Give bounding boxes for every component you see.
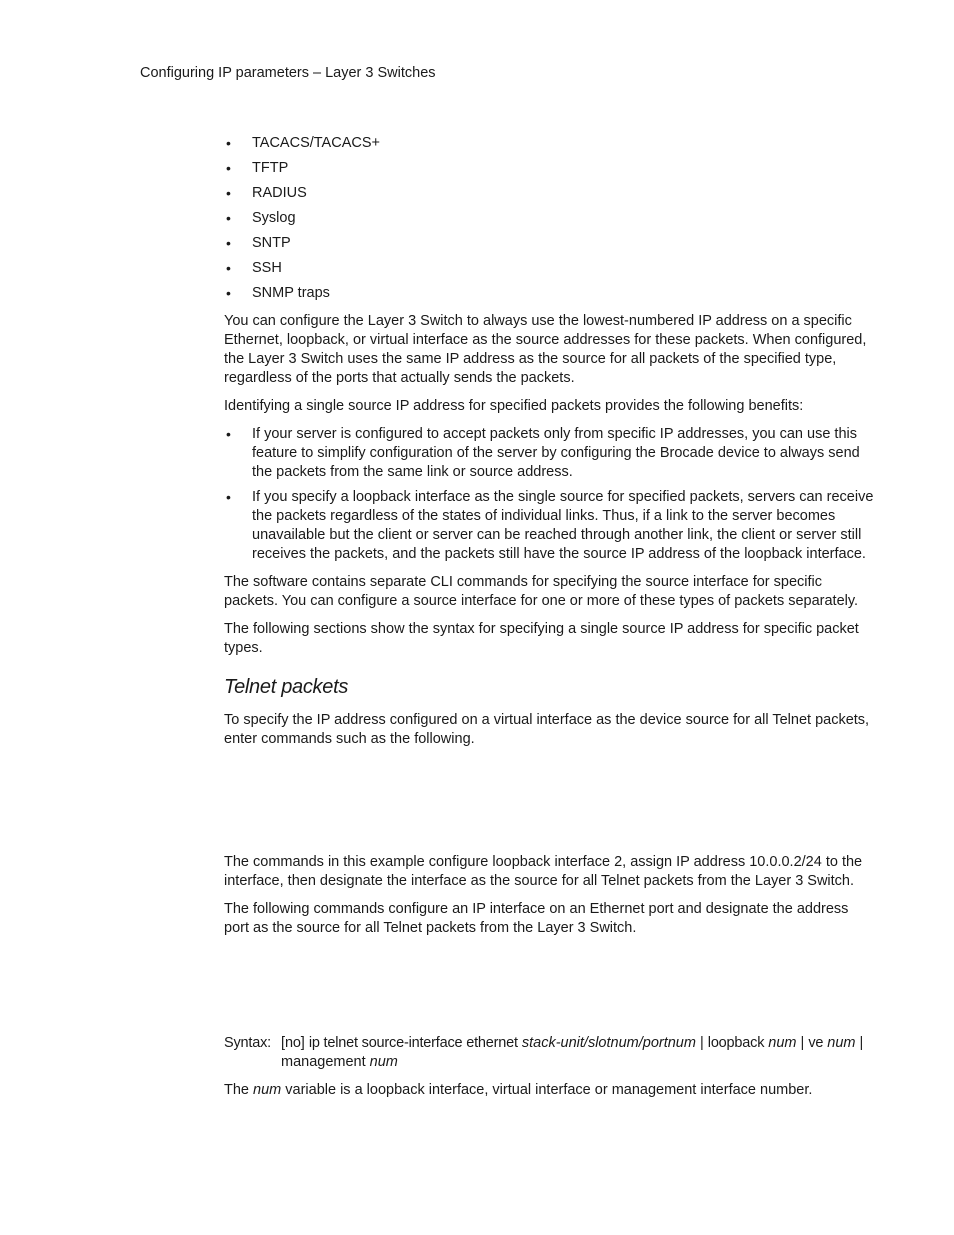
syntax-keyword: loopback	[707, 1035, 765, 1051]
code-example-area	[224, 758, 874, 853]
syntax-label: Syntax:	[224, 1035, 271, 1051]
syntax-variable: num	[768, 1035, 797, 1051]
syntax-block	[224, 1034, 874, 1072]
note-variable: num	[253, 1082, 282, 1098]
section-heading: Telnet packets	[224, 676, 349, 698]
page-content	[224, 134, 874, 1109]
paragraph: Identifying a single source IP address for specified packets provides the following benefits:	[224, 398, 804, 414]
list-item: • Syslog	[224, 209, 874, 234]
protocol-list	[224, 134, 874, 309]
syntax-bracket: ]	[300, 1035, 305, 1051]
code-example-area	[224, 947, 874, 1034]
note-text: variable is a loopback interface, virtual interface or management interface number.	[285, 1082, 813, 1098]
syntax-bracket: [	[281, 1035, 286, 1051]
list-item: • If you specify a loopback interface as the single source for specified packets, servers can receive the packets regardless of the states of individual links. Thus, if a link to the server becomes unavailable but the client or server can be reached through another link, the client or server still receives the packets, and the packets still have the source IP address of the loopback interface.	[224, 488, 874, 564]
syntax-keyword: ve	[808, 1035, 824, 1051]
list-item: • SSH	[224, 259, 874, 284]
paragraph: The following commands configure an IP interface on an Ethernet port and designate the address port as the source for all Telnet packets from the Layer 3 Switch.	[224, 901, 849, 936]
paragraph	[224, 1081, 874, 1100]
syntax-pipe: |	[800, 1035, 805, 1051]
running-header: Configuring IP parameters – Layer 3 Switches	[140, 65, 436, 81]
syntax-variable: stack-unit/slotnum/portnum	[521, 1035, 696, 1051]
syntax-variable: num	[827, 1035, 856, 1051]
paragraph: The software contains separate CLI commands for specifying the source interface for specific packets. You can configure a source interface for one or more of these types of packets separately.	[224, 574, 859, 609]
paragraph: To specify the IP address configured on a virtual interface as the device source for all Telnet packets, enter commands such as the following.	[224, 712, 870, 747]
syntax-keyword: management	[281, 1054, 366, 1070]
list-item: • TFTP	[224, 159, 874, 184]
list-item: • SNTP	[224, 234, 874, 259]
note-text: The	[224, 1082, 249, 1098]
benefits-list	[224, 425, 874, 564]
list-item: • TACACS/TACACS+	[224, 134, 874, 159]
paragraph: The commands in this example configure loopback interface 2, assign IP address 10.0.0.2/24 to the interface, then designate the interface as the source for all Telnet packets from the Layer 3 Switch.	[224, 854, 863, 889]
syntax-pipe: |	[859, 1035, 864, 1051]
syntax-pipe: |	[699, 1035, 704, 1051]
syntax-text	[281, 1034, 874, 1072]
list-item: • RADIUS	[224, 184, 874, 209]
list-item: • If your server is configured to accept packets only from specific IP addresses, you can use this feature to simplify configuration of the server by configuring the Brocade device to always send the packets from the same link or source address.	[224, 425, 874, 482]
paragraph: The following sections show the syntax for specifying a single source IP address for specific packet types.	[224, 621, 859, 656]
syntax-command: ip telnet source-interface ethernet	[308, 1035, 518, 1051]
list-item: • SNMP traps	[224, 284, 874, 309]
paragraph: You can configure the Layer 3 Switch to always use the lowest-numbered IP address on a specific Ethernet, loopback, or virtual interface as the source addresses for these packets. When configured, the Layer 3 Switch uses the same IP address as the source for all packets of the specified type, regardless of the ports that actually sends the packets.	[224, 313, 867, 386]
syntax-keyword: no	[285, 1035, 301, 1051]
syntax-variable: num	[369, 1054, 398, 1070]
